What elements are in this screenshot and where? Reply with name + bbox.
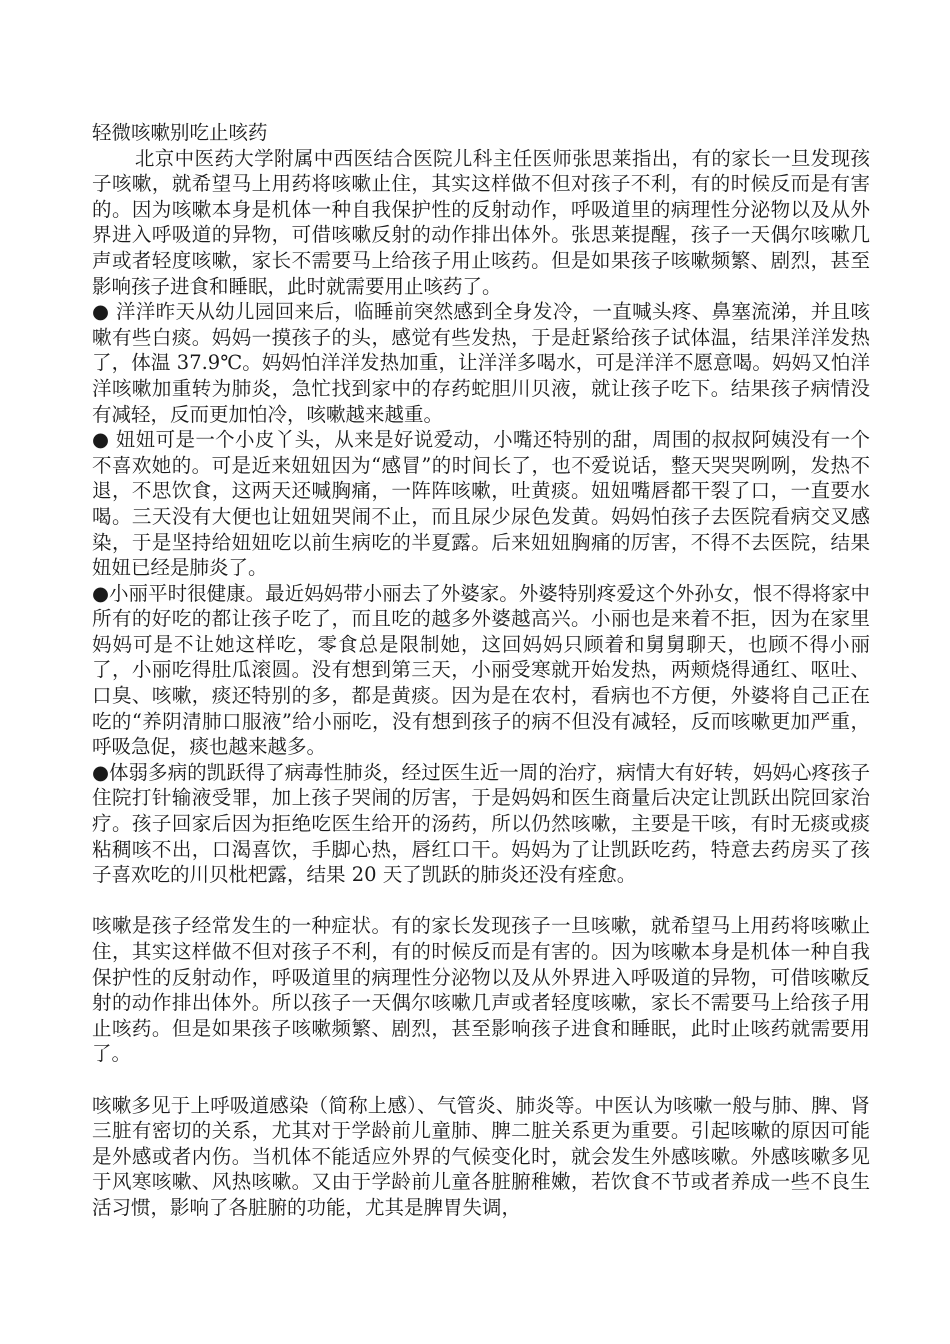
case-paragraph-xiaoli: ●小丽平时很健康。最近妈妈带小丽去了外婆家。外婆特别疼爱这个外孙女，恨不得将家中所有的好吃的都让孩子吃了，而且吃的越多外婆越高兴。小丽也是来着不拒，因为在家里妈妈可是不让她这样吃，零食总是限制她，这回妈妈只顾着和舅舅聊天，也顾不得小丽了，小丽吃得肚瓜滚圆。没有想到第三天，小丽受寒就开始发热，两颊烧得通红、呕吐、口臭、咳嗽，痰还特别的多，都是黄痰。因为是在农村，看病也不方便，外婆将自己正在吃的“养阴清肺口服液”给小丽吃，没有想到孩子的病不但没有减轻，反而咳嗽更加严重，呼吸急促，痰也越来越多。 (92, 581, 870, 759)
document-page (92, 120, 870, 1221)
case-paragraph-yangyang: ● 洋洋昨天从幼儿园回来后，临睡前突然感到全身发冷，一直喊头疼、鼻塞流涕，并且咳嗽有些白痰。妈妈一摸孩子的头，感觉有些发热，于是赶紧给孩子试体温，结果洋洋发热了，体温 37.9℃。妈妈怕洋洋发热加重，让洋洋多喝水，可是洋洋不愿意喝。妈妈又怕洋洋咳嗽加重转为肺炎，急忙找到家中的存药蛇胆川贝液，就让孩子吃下。结果孩子病情没有减轻，反而更加怕冷，咳嗽越来越重。 (92, 300, 870, 426)
case-paragraph-niuniu: ● 妞妞可是一个小皮丫头，从来是好说爱动，小嘴还特别的甜，周围的叔叔阿姨没有一个不喜欢她的。可是近来妞妞因为“感冒”的时间长了，也不爱说话，整天哭哭咧咧，发热不退，不思饮食，这两天还喊胸痛，一阵阵咳嗽，吐黄痰。妞妞嘴唇都干裂了口，一直要水喝。三天没有大便也让妞妞哭闹不止，而且尿少尿色发黄。妈妈怕孩子去医院看病交叉感染，于是坚持给妞妞吃以前生病吃的半夏露。后来妞妞胸痛的厉害，不得不去医院，结果妞妞已经是肺炎了。 (92, 428, 870, 580)
paragraph-spacer (92, 888, 870, 914)
intro-paragraph: 北京中医药大学附属中西医结合医院儿科主任医师张思莱指出，有的家长一旦发现孩子咳嗽，就希望马上用药将咳嗽止住，其实这样做不但对孩子不利，有的时候反而是有害的。因为咳嗽本身是机体一种自我保护性的反射动作，呼吸道里的病理性分泌物以及从外界进入呼吸道的异物，可借咳嗽反射的动作排出体外。张思莱提醒，孩子一天偶尔咳嗽几声或者轻度咳嗽，家长不需要马上给孩子用止咳药。但是如果孩子咳嗽频繁、剧烈，甚至影响孩子进食和睡眠，此时就需要用止咳药了。 (92, 146, 870, 298)
document-title: 轻微咳嗽别吃止咳药 (92, 121, 268, 144)
cough-explanation-paragraph: 咳嗽是孩子经常发生的一种症状。有的家长发现孩子一旦咳嗽，就希望马上用药将咳嗽止住，其实这样做不但对孩子不利，有的时候反而是有害的。因为咳嗽本身是机体一种自我保护性的反射动作，呼吸道里的病理性分泌物以及从外界进入呼吸道的异物，可借咳嗽反射的动作排出体外。所以孩子一天偶尔咳嗽几声或者轻度咳嗽，家长不需要马上给孩子用止咳药。但是如果孩子咳嗽频繁、剧烈，甚至影响孩子进食和睡眠，此时止咳药就需要用了。 (92, 914, 870, 1066)
paragraph-spacer (92, 1067, 870, 1093)
case-paragraph-kaiyue: ●体弱多病的凯跃得了病毒性肺炎，经过医生近一周的治疗，病情大有好转，妈妈心疼孩子住院打针输液受罪，加上孩子哭闹的厉害，于是妈妈和医生商量后决定让凯跃出院回家治疗。孩子回家后因为拒绝吃医生给开的汤药，所以仍然咳嗽，主要是干咳，有时无痰或痰粘稠咳不出，口渴喜饮，手脚心热，唇红口干。妈妈为了让凯跃吃药，特意去药房买了孩子喜欢吃的川贝枇杷露，结果 20 天了凯跃的肺炎还没有痊愈。 (92, 760, 870, 887)
cough-causes-paragraph: 咳嗽多见于上呼吸道感染（简称上感）、气管炎、肺炎等。中医认为咳嗽一般与肺、脾、肾三脏有密切的关系，尤其对于学龄前儿童肺、脾二脏关系更为重要。引起咳嗽的原因可能是外感或者内伤。当机体不能适应外界的气候变化时，就会发生外感咳嗽。外感咳嗽多见于风寒咳嗽、风热咳嗽。又由于学龄前儿童各脏腑稚嫩，若饮食不节或者养成一些不良生活习惯，影响了各脏腑的功能，尤其是脾胃失调， (92, 1093, 870, 1219)
